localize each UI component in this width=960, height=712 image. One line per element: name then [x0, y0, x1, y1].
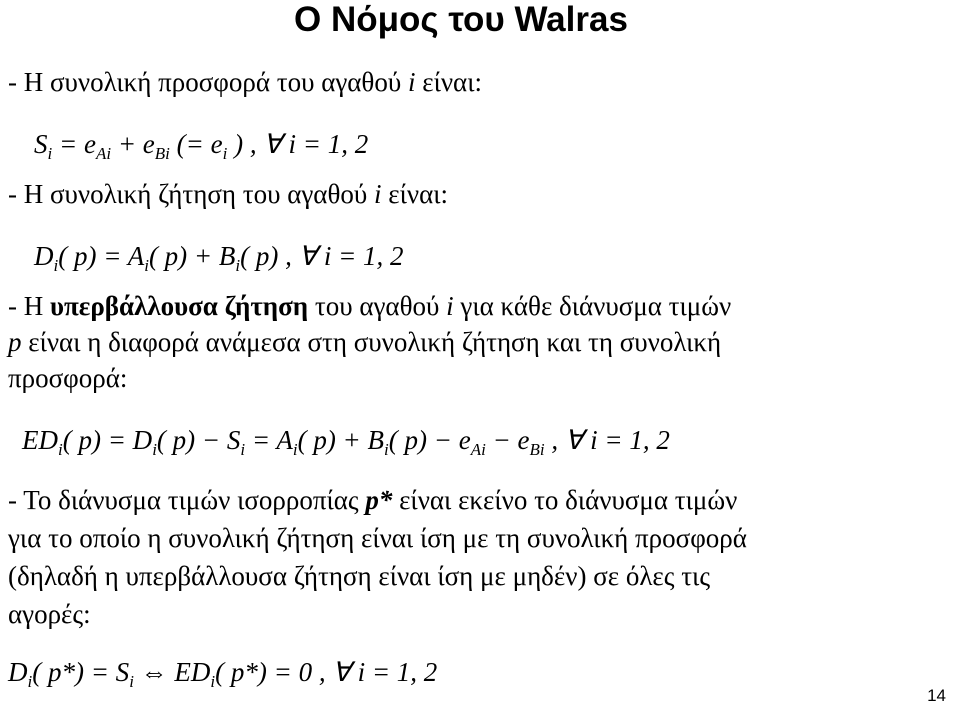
- bullet-equilibrium: [8, 484, 737, 516]
- variable-i: i: [446, 291, 454, 321]
- bullet-total-supply: [8, 66, 482, 98]
- bullet-text: για κάθε διάνυσμα τιμών: [453, 291, 732, 321]
- bullet-text: είναι:: [415, 67, 482, 97]
- bullet-equilibrium-line3: (δηλαδή η υπερβάλλουσα ζήτηση είναι ίση με μηδέν) σε όλες τις: [8, 561, 711, 591]
- bold-term: υπερβάλλουσα ζήτηση: [50, 291, 309, 321]
- bullet-equilibrium-line2: για το οποίο η συνολική ζήτηση είναι ίση με τη συνολική προσφορά: [8, 523, 747, 553]
- bullet-excess-demand: [8, 290, 731, 322]
- bullet-text: - Το διάνυσμα τιμών ισορροπίας: [8, 485, 366, 515]
- bullet-excess-demand-line3: προσφορά:: [8, 363, 128, 393]
- bullet-excess-demand-line2: [8, 326, 721, 358]
- bullet-text: - Η συνολική ζήτηση του αγαθού: [8, 179, 375, 209]
- equation-total-demand: $D_i$( $p) = A_i$( $p) + B_i$( p) , ∀ i = 1, 2: [34, 241, 404, 275]
- slide-title: Ο Νόμος του Walras: [294, 0, 628, 39]
- bullet-equilibrium-line4: αγορές:: [8, 599, 91, 629]
- bullet-text: είναι:: [381, 179, 449, 209]
- variable-i: i: [407, 67, 416, 97]
- page-number: 14: [927, 686, 946, 705]
- bullet-total-demand: [8, 178, 448, 210]
- variable-p-star: p*: [365, 485, 393, 515]
- bullet-text: του αγαθού: [308, 291, 447, 321]
- equation-total-supply: $S_i = e_{Ai} + e_{Bi}$ (= $e_i$ ) , ∀ i = 1, 2: [34, 129, 369, 163]
- equation-equilibrium: $D_i$( $p*) = S_i$ ⇔ $ED_i$( p*) = 0 , ∀ i = 1, 2: [8, 657, 438, 691]
- variable-i: i: [374, 179, 382, 209]
- variable-p: p: [8, 327, 22, 357]
- bullet-text: είναι εκείνο το διάνυσμα τιμών: [392, 485, 738, 515]
- bullet-text: - Η συνολική προσφορά του αγαθού: [8, 67, 408, 97]
- bullet-text: είναι η διαφορά ανάμεσα στη συνολική ζήτηση και τη συνολική: [21, 327, 722, 357]
- equation-excess-demand: $ED_i$( $p) = D_i$( $p) - S_i = A_i$( $p) + B_i$( $p) - e_{Ai} - e_{Bi}$ , ∀ i = 1, 2: [22, 425, 670, 459]
- bullet-text: - Η: [8, 291, 50, 321]
